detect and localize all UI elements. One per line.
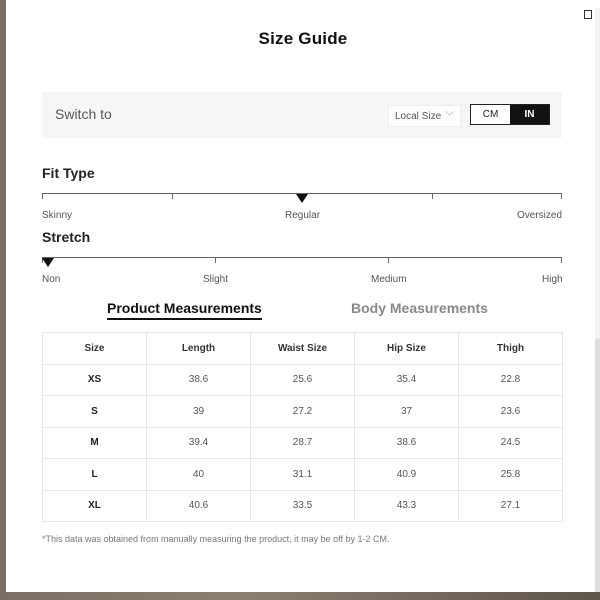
fit-type-tick <box>172 193 173 199</box>
table-cell: 27.2 <box>251 396 355 428</box>
table-row <box>43 396 563 428</box>
stretch-scale <box>42 257 562 258</box>
stretch-label-non: Non <box>42 274 61 285</box>
table-cell: 38.6 <box>147 364 251 396</box>
measurement-note: *This data was obtained from manually measuring the product, it may be off by 1-2 CM. <box>42 534 390 544</box>
fit-label-regular: Regular <box>285 210 321 221</box>
table-cell: 39 <box>147 396 251 428</box>
size-cell: M <box>43 427 147 459</box>
table-cell: 39.4 <box>147 427 251 459</box>
table-row <box>43 364 563 396</box>
stretch-label-high: High <box>542 274 563 285</box>
fit-type-tick <box>42 193 43 199</box>
table-row <box>43 490 563 522</box>
table-cell: 40.9 <box>355 459 459 491</box>
size-cell: S <box>43 396 147 428</box>
table-cell: 28.7 <box>251 427 355 459</box>
size-guide-modal <box>6 0 600 592</box>
stretch-label-medium: Medium <box>371 274 407 285</box>
fit-type-tick <box>561 193 562 199</box>
chevron-down-icon: ﹀ <box>445 111 455 121</box>
table-cell: 35.4 <box>355 364 459 396</box>
scrollbar-thumb[interactable] <box>595 338 600 592</box>
stretch-pointer <box>42 258 54 267</box>
local-size-dropdown[interactable] <box>388 105 461 127</box>
fit-label-skinny: Skinny <box>42 210 73 221</box>
size-cell: XS <box>43 364 147 396</box>
stretch-tick <box>388 257 389 263</box>
fit-type-pointer <box>296 194 308 203</box>
stretch-label-slight: Slight <box>203 274 229 285</box>
modal-title: Size Guide <box>258 29 348 48</box>
table-cell: 27.1 <box>459 490 563 522</box>
table-cell: 22.8 <box>459 364 563 396</box>
size-cell: XL <box>43 490 147 522</box>
fit-label-oversized: Oversized <box>517 210 563 221</box>
table-row <box>43 459 563 491</box>
stretch-title: Stretch <box>42 229 91 245</box>
measurements-table <box>42 332 563 522</box>
size-cell: L <box>43 459 147 491</box>
unit-in-button[interactable]: IN <box>510 105 549 124</box>
unit-switch-bar <box>42 92 562 138</box>
modal-scrollbar[interactable] <box>595 8 600 592</box>
table-cell: 25.6 <box>251 364 355 396</box>
close-icon[interactable] <box>584 10 592 19</box>
fit-type-title: Fit Type <box>42 165 95 181</box>
table-row <box>43 427 563 459</box>
table-cell: 24.5 <box>459 427 563 459</box>
table-cell: 40.6 <box>147 490 251 522</box>
column-header: Thigh <box>459 333 563 365</box>
column-header: Waist Size <box>251 333 355 365</box>
column-header: Length <box>147 333 251 365</box>
local-size-label: Local Size <box>395 111 442 122</box>
table-cell: 23.6 <box>459 396 563 428</box>
fit-type-tick <box>432 193 433 199</box>
table-cell: 38.6 <box>355 427 459 459</box>
table-header-row <box>43 333 563 365</box>
tab-body-measurements[interactable]: Body Measurements <box>351 300 488 316</box>
switch-label: Switch to <box>55 106 112 122</box>
column-header: Size <box>43 333 147 365</box>
table-cell: 31.1 <box>251 459 355 491</box>
stretch-tick <box>561 257 562 263</box>
table-cell: 40 <box>147 459 251 491</box>
table-cell: 33.5 <box>251 490 355 522</box>
unit-cm-button[interactable]: CM <box>471 105 510 124</box>
column-header: Hip Size <box>355 333 459 365</box>
unit-toggle <box>470 104 550 125</box>
table-cell: 25.8 <box>459 459 563 491</box>
table-cell: 43.3 <box>355 490 459 522</box>
stretch-tick <box>215 257 216 263</box>
table-cell: 37 <box>355 396 459 428</box>
tab-product-measurements[interactable]: Product Measurements <box>107 300 262 320</box>
